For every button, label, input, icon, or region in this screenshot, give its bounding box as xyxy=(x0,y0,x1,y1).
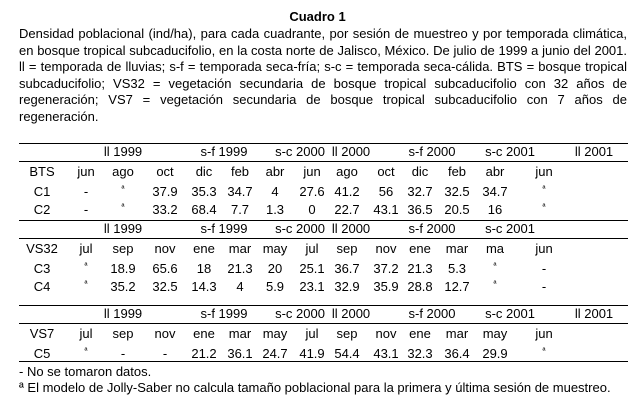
month-header: ene xyxy=(193,326,215,341)
quadrant-label: C2 xyxy=(33,202,51,217)
month-header: may xyxy=(482,326,508,341)
density-cell: 36.4 xyxy=(444,346,470,361)
month-header: jul xyxy=(79,326,93,341)
month-header: jul xyxy=(79,241,93,256)
month-header: sep xyxy=(336,241,358,256)
density-cell: 34.7 xyxy=(227,184,253,199)
month-header: nov xyxy=(375,241,397,256)
density-cell: 27.6 xyxy=(299,184,325,199)
density-cell: 35.9 xyxy=(373,279,399,294)
month-header: sep xyxy=(112,326,134,341)
month-header: sep xyxy=(112,241,134,256)
density-cell: 21.3 xyxy=(407,261,433,276)
density-cell: - xyxy=(83,202,89,217)
quadrant-label: C3 xyxy=(33,261,51,276)
season-header: ll 1999 xyxy=(103,144,143,159)
month-header: sep xyxy=(336,326,358,341)
month-header: jun xyxy=(535,164,553,179)
density-cell: ª xyxy=(121,184,125,193)
density-cell: 0 xyxy=(308,202,316,217)
season-header: s-f 1999 xyxy=(200,306,248,321)
season-header: s-f 2000 xyxy=(408,221,456,236)
month-header: ene xyxy=(409,241,431,256)
density-cell: 37.9 xyxy=(152,184,178,199)
density-cell: 32.3 xyxy=(407,346,433,361)
density-cell: ª xyxy=(542,184,546,193)
month-header: jul xyxy=(305,241,319,256)
month-header: mar xyxy=(445,241,469,256)
season-header: ll 1999 xyxy=(103,221,143,236)
density-cell: ª xyxy=(542,202,546,211)
month-header: nov xyxy=(154,326,176,341)
quadrant-label: C5 xyxy=(33,346,51,361)
density-cell: 16 xyxy=(487,202,503,217)
density-cell: 35.3 xyxy=(191,184,217,199)
month-header: dic xyxy=(411,164,429,179)
density-cell: 21.3 xyxy=(227,261,253,276)
density-cell: 35.2 xyxy=(110,279,136,294)
density-cell: 56 xyxy=(378,184,394,199)
density-cell: - xyxy=(541,279,547,294)
season-header: s-c 2000 xyxy=(275,221,325,236)
month-header: feb xyxy=(447,164,467,179)
density-cell: 23.1 xyxy=(299,279,325,294)
season-header: s-f 2000 xyxy=(408,144,456,159)
season-header: s-c 2001 xyxy=(485,306,535,321)
density-cell: 68.4 xyxy=(191,202,217,217)
month-header: nov xyxy=(375,326,397,341)
density-cell: 5.9 xyxy=(265,279,285,294)
density-cell: 4 xyxy=(236,279,244,294)
density-cell: 18.9 xyxy=(110,261,136,276)
season-header: ll 2000 xyxy=(331,221,371,236)
season-header: ll 1999 xyxy=(103,306,143,321)
season-header: s-c 2001 xyxy=(485,144,535,159)
density-cell: 32.5 xyxy=(152,279,178,294)
quadrant-label: C4 xyxy=(33,279,51,294)
month-header: jun xyxy=(77,164,95,179)
season-header: ll 2000 xyxy=(331,306,371,321)
density-cell: - xyxy=(120,346,126,361)
density-cell: 32.5 xyxy=(444,184,470,199)
density-cell: 14.3 xyxy=(191,279,217,294)
season-header: s-c 2000 xyxy=(275,306,325,321)
quadrant-label: C1 xyxy=(33,184,51,199)
month-header: ene xyxy=(409,326,431,341)
density-cell: 28.8 xyxy=(407,279,433,294)
density-cell: 33.2 xyxy=(152,202,178,217)
month-header: may xyxy=(262,326,288,341)
density-cell: 36.5 xyxy=(407,202,433,217)
density-cell: 22.7 xyxy=(334,202,360,217)
month-header: oct xyxy=(377,164,395,179)
density-cell: 5.3 xyxy=(447,261,467,276)
density-cell: ª xyxy=(493,279,497,288)
density-cell: 21.2 xyxy=(191,346,217,361)
density-cell: 34.7 xyxy=(482,184,508,199)
season-header: ll 2000 xyxy=(331,144,371,159)
month-header: abr xyxy=(485,164,505,179)
density-cell: 25.1 xyxy=(299,261,325,276)
month-header: ago xyxy=(112,164,134,179)
month-header: mar xyxy=(228,241,252,256)
month-header: jun xyxy=(535,326,553,341)
density-cell: 54.4 xyxy=(334,346,360,361)
density-cell: ª xyxy=(493,261,497,270)
table-title: Cuadro 1 xyxy=(289,9,346,24)
density-cell: 12.7 xyxy=(444,279,470,294)
month-header: nov xyxy=(154,241,176,256)
table-bottom-rule xyxy=(19,361,628,362)
season-rule xyxy=(19,238,628,239)
density-cell: - xyxy=(162,346,168,361)
density-cell: ª xyxy=(84,279,88,288)
season-header: ll 2001 xyxy=(574,144,614,159)
month-header: jun xyxy=(535,241,553,256)
density-cell: 32.9 xyxy=(334,279,360,294)
month-header: may xyxy=(262,241,288,256)
season-header: s-c 2000 xyxy=(275,144,325,159)
density-cell: 43.1 xyxy=(373,202,399,217)
density-cell: ª xyxy=(542,346,546,355)
month-header: ago xyxy=(336,164,358,179)
density-cell: 24.7 xyxy=(262,346,288,361)
density-cell: ª xyxy=(84,261,88,270)
density-cell: 20.5 xyxy=(444,202,470,217)
vegetation-label: BTS xyxy=(29,164,55,179)
month-header: abr xyxy=(265,164,285,179)
vegetation-label: VS7 xyxy=(29,326,55,341)
season-header: s-c 2001 xyxy=(485,221,535,236)
density-cell: 4 xyxy=(271,184,279,199)
density-cell: 1.3 xyxy=(265,202,285,217)
month-header: feb xyxy=(230,164,250,179)
month-header: ene xyxy=(193,241,215,256)
footnote-no-data: - No se tomaron datos. xyxy=(19,364,152,379)
season-header: s-f 1999 xyxy=(200,221,248,236)
density-cell: ª xyxy=(121,202,125,211)
month-header: mar xyxy=(228,326,252,341)
density-cell: 41.9 xyxy=(299,346,325,361)
month-header: dic xyxy=(195,164,213,179)
footnote-jolly-saber: ª El modelo de Jolly-Saber no calcula tamaño poblacional para la primera y última sesión de muestreo. xyxy=(19,380,611,395)
density-cell: - xyxy=(541,261,547,276)
density-cell: 36.7 xyxy=(334,261,360,276)
density-cell: 20 xyxy=(267,261,283,276)
density-cell: - xyxy=(83,184,89,199)
season-header: s-f 2000 xyxy=(408,306,456,321)
table-caption: Densidad poblacional (ind/ha), para cada cuadrante, por sesión de muestreo y por temporada climática, en bosque tropical subcaducifolio, en la costa norte de Jalisco, México. De julio de 1999 a junio del 2001. ll = temporada de lluvias; s-f = temporada seca-fría; s-c = temporada seca-cálida. BTS = bosque tropical subcaducifolio; VS32 = vegetación secundaria de bosque tropical subcaducifolio con 32 años de regeneración; VS7 = vegetación secundaria de bosque tropical subcaducifolio con 7 años de regeneración. xyxy=(19,26,627,124)
vegetation-label: VS32 xyxy=(26,241,58,256)
season-header: ll 2001 xyxy=(574,306,614,321)
density-cell: ª xyxy=(84,346,88,355)
month-header: jun xyxy=(303,164,321,179)
density-cell: 18 xyxy=(196,261,212,276)
season-rule xyxy=(19,161,628,162)
season-rule xyxy=(19,323,628,324)
season-header: s-f 1999 xyxy=(200,144,248,159)
density-cell: 36.1 xyxy=(227,346,253,361)
density-cell: 32.7 xyxy=(407,184,433,199)
density-cell: 7.7 xyxy=(230,202,250,217)
density-cell: 29.9 xyxy=(482,346,508,361)
month-header: mar xyxy=(445,326,469,341)
month-header: ma xyxy=(485,241,505,256)
density-cell: 43.1 xyxy=(373,346,399,361)
density-cell: 65.6 xyxy=(152,261,178,276)
density-cell: 37.2 xyxy=(373,261,399,276)
month-header: oct xyxy=(156,164,174,179)
density-cell: 41.2 xyxy=(334,184,360,199)
month-header: jul xyxy=(305,326,319,341)
